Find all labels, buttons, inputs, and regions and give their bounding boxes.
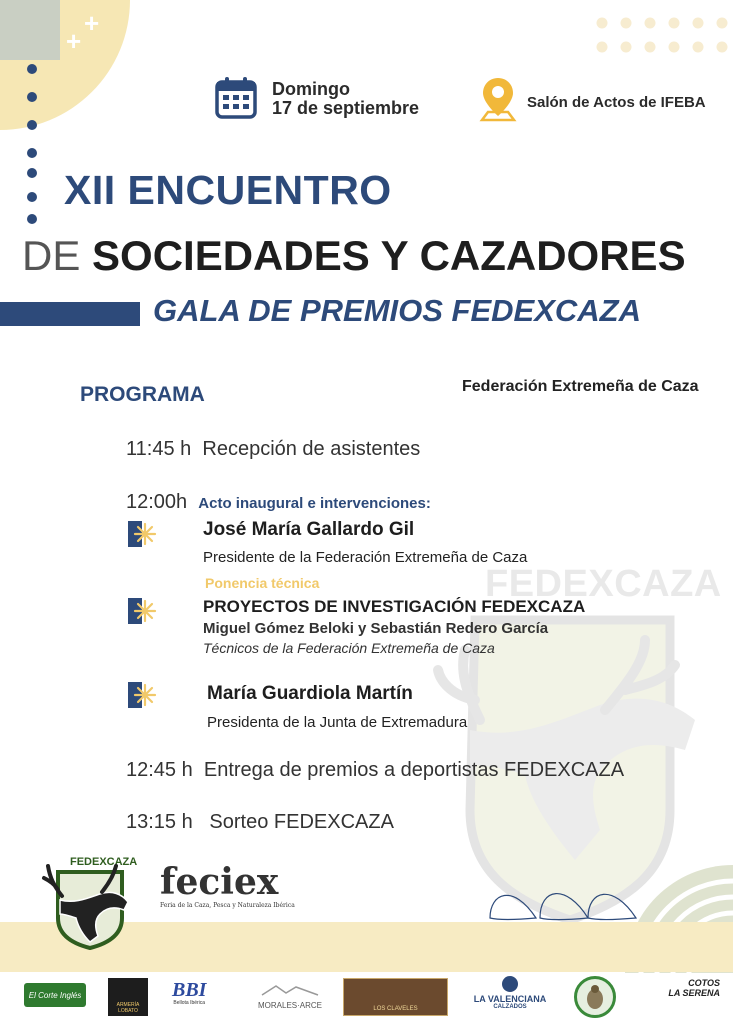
program-time: 13:15 h <box>126 811 193 833</box>
leaf-outlines <box>488 878 638 923</box>
title-line-3: GALA DE PREMIOS FEDEXCAZA <box>153 293 641 328</box>
speaker-role: Presidenta de la Junta de Extremadura <box>207 714 468 731</box>
program-text: Recepción de asistentes <box>202 438 421 460</box>
calendar-icon <box>214 76 258 120</box>
mountain-icon <box>260 984 320 996</box>
dot <box>27 168 37 178</box>
bird-icon <box>577 979 613 1015</box>
plus-icon: + <box>84 8 100 38</box>
sponsor-bbi-sub: Bellota Ibérica <box>173 1000 206 1006</box>
feciex-logo: feciex <box>160 861 279 903</box>
corner-block <box>0 0 60 60</box>
fedexcaza-logo <box>40 856 138 950</box>
speaker-name: María Guardiola Martín <box>207 683 413 704</box>
sponsor-morales-text: MORALES·ARCE <box>258 1001 323 1010</box>
dot <box>27 92 37 102</box>
program-text: Entrega de premios a deportistas FEDEXCAZA <box>203 759 625 781</box>
title-accent-bar <box>0 302 140 326</box>
sponsor-cotos-name: COTOS <box>688 978 720 988</box>
dot <box>27 192 37 202</box>
fedexcaza-logo-text: FEDEXCAZA <box>70 856 138 868</box>
organizer: Federación Extremeña de Caza <box>462 378 699 395</box>
sponsor-round-badge <box>574 976 616 1018</box>
speaker-role: Presidente de la Federación Extremeña de Caza <box>203 549 528 566</box>
date-day: Domingo <box>272 79 350 99</box>
sponsor-morales <box>258 983 322 1010</box>
title-line-2 <box>22 232 686 280</box>
program-subtitle: Acto inaugural e intervenciones: <box>198 495 431 512</box>
sponsor-corte-ingles: El Corte Inglés <box>24 983 86 1007</box>
sponsor-valenciana-name: LA VALENCIANA <box>473 994 547 1004</box>
dot <box>27 214 37 224</box>
star-bullet-icon <box>128 521 158 547</box>
programa-heading: PROGRAMA <box>80 383 205 406</box>
sponsor-los-claveles <box>343 978 448 1016</box>
event-date <box>272 80 419 118</box>
sponsor-cotos-sub: LA SERENA <box>668 988 720 998</box>
ponencia-label: Ponencia técnica <box>205 575 320 591</box>
sponsor-bbi-name: BBI <box>172 979 207 1001</box>
ponencia-title: PROYECTOS DE INVESTIGACIÓN FEDEXCAZA <box>203 597 586 616</box>
sponsor-valenciana <box>470 976 550 1010</box>
ponencia-authors: Miguel Gómez Beloki y Sebastián Redero García <box>203 620 549 637</box>
dot-grid <box>596 17 731 57</box>
title-line-1: XII ENCUENTRO <box>64 167 392 213</box>
title-line-2-main: SOCIEDADES Y CAZADORES <box>92 232 686 279</box>
dot <box>27 64 37 74</box>
program-item <box>126 759 624 782</box>
program-item <box>126 491 431 514</box>
star-bullet-icon <box>128 682 158 708</box>
ponencia-roles: Técnicos de la Federación Extremeña de Caza <box>203 640 495 656</box>
program-text: Sorteo FEDEXCAZA <box>209 811 394 833</box>
speaker-name: José María Gallardo Gil <box>203 519 415 540</box>
location-pin-icon <box>478 76 518 122</box>
dot <box>27 120 37 130</box>
program-item <box>126 811 394 834</box>
sponsor-bbi <box>172 980 206 1006</box>
program-time: 11:45 h <box>126 438 192 460</box>
venue: Salón de Actos de IFEBA <box>527 94 706 111</box>
title-line-2-prefix: DE <box>22 232 81 279</box>
feciex-tagline: Feria de la Caza, Pesca y Naturaleza Ibérica <box>160 902 295 909</box>
program-time: 12:00h <box>126 491 188 513</box>
sponsor-cotos <box>650 978 720 998</box>
program-time: 12:45 h <box>126 759 193 781</box>
valenciana-icon <box>502 976 518 992</box>
watermark-text: FEDEXCAZA <box>485 563 722 605</box>
plus-icon: + <box>66 26 82 56</box>
sponsor-valenciana-sub: CALZADOS <box>493 1004 527 1010</box>
dot <box>27 148 37 158</box>
star-bullet-icon <box>128 598 158 624</box>
sponsor-los-claveles-text: LOS CLAVELES <box>373 1006 418 1012</box>
program-item <box>126 438 420 461</box>
sponsor-armeria <box>108 978 148 1016</box>
sponsor-armeria-text: ARMERÍA LOBATO <box>116 1002 140 1014</box>
date-full: 17 de septiembre <box>272 98 420 118</box>
